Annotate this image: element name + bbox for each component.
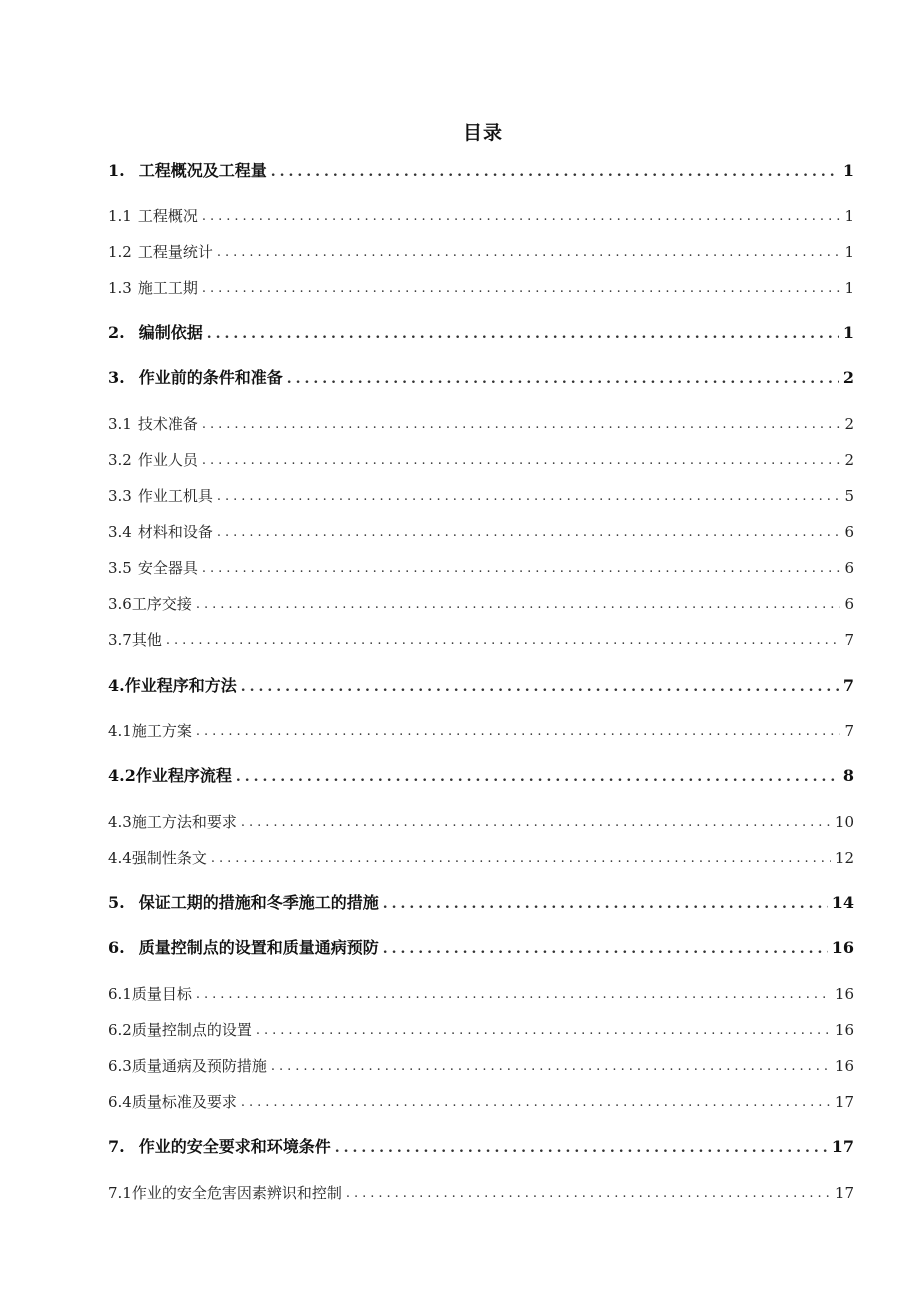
- toc-page-number: 10: [834, 813, 854, 831]
- toc-entry-text: 安全器具: [137, 559, 198, 577]
- toc-entry-7[interactable]: [108, 1133, 854, 1157]
- toc-entry-1[interactable]: [108, 157, 854, 181]
- toc-dot-leader: [383, 940, 828, 958]
- toc-entry-number: 1.3: [108, 279, 132, 297]
- toc-entry-text: 施工方案: [131, 722, 192, 740]
- toc-entry-number: 2.: [108, 323, 125, 342]
- toc-page-number: 6: [844, 595, 854, 613]
- toc-dot-leader: [287, 370, 839, 388]
- toc-entry-3-2[interactable]: [108, 446, 854, 470]
- toc-entry-text: 其他: [131, 631, 162, 649]
- toc-entry-text: 材料和设备: [137, 523, 213, 541]
- toc-entry-number: 1.: [108, 161, 125, 180]
- toc-entry-number: 6.3: [108, 1057, 132, 1075]
- toc-entry-text: 质量标准及要求: [131, 1093, 237, 1111]
- toc-entry-4-2[interactable]: [108, 762, 854, 786]
- toc-entry-text: 作业程序和方法: [124, 676, 237, 695]
- toc-entry-number: 1.1: [108, 207, 132, 225]
- toc-entry-3-4[interactable]: [108, 518, 854, 542]
- toc-entry-6-4[interactable]: [108, 1088, 854, 1112]
- toc-dot-leader: [202, 280, 841, 298]
- toc-entry-number: 4.4: [108, 849, 132, 867]
- toc-entry-1-1[interactable]: [108, 202, 854, 226]
- toc-entry-number: 6.2: [108, 1021, 132, 1039]
- toc-dot-leader: [196, 723, 841, 741]
- toc-entry-number: 4.3: [108, 813, 132, 831]
- toc-entry-number: 4.1: [108, 722, 132, 740]
- toc-dot-leader: [346, 1185, 831, 1203]
- toc-page-number: 1: [844, 207, 854, 225]
- toc-entry-text: 质量控制点的设置和质量通病预防: [138, 938, 379, 957]
- toc-entry-number: 3.5: [108, 559, 132, 577]
- toc-entry-text: 作业的安全要求和环境条件: [138, 1137, 331, 1156]
- toc-dot-leader: [383, 895, 828, 913]
- toc-entry-3[interactable]: [108, 364, 854, 388]
- toc-dot-leader: [211, 850, 831, 868]
- toc-entry-text: 施工工期: [137, 279, 198, 297]
- toc-entry-4[interactable]: [108, 672, 854, 696]
- toc-entry-text: 技术准备: [137, 415, 198, 433]
- toc-entry-3-7[interactable]: [108, 626, 854, 650]
- toc-dot-leader: [241, 1094, 831, 1112]
- toc-dot-leader: [236, 768, 839, 786]
- toc-page-number: 2: [842, 368, 854, 387]
- toc-entry-text: 工程概况: [137, 207, 198, 225]
- toc-dot-leader: [271, 163, 839, 181]
- toc-entry-text: 作业程序流程: [135, 766, 232, 785]
- toc-page-number: 1: [844, 279, 854, 297]
- toc-entry-7-1[interactable]: [108, 1179, 854, 1203]
- toc-dot-leader: [335, 1139, 828, 1157]
- toc-entry-5[interactable]: [108, 889, 854, 913]
- toc-entry-text: 编制依据: [138, 323, 203, 342]
- toc-page-number: 16: [834, 985, 854, 1003]
- toc-entry-number: 3.4: [108, 523, 132, 541]
- toc-entry-text: 工程量统计: [137, 243, 213, 261]
- toc-dot-leader: [202, 208, 841, 226]
- toc-page-number: 1: [842, 161, 854, 180]
- toc-entry-text: 作业前的条件和准备: [138, 368, 283, 387]
- toc-dot-leader: [271, 1058, 831, 1076]
- toc-entry-number: 6.4: [108, 1093, 132, 1111]
- toc-entry-text: 作业人员: [137, 451, 198, 469]
- toc-entry-number: 4.: [108, 676, 125, 695]
- toc-page-number: 8: [842, 766, 854, 785]
- toc-entry-number: 3.2: [108, 451, 132, 469]
- toc-page-number: 1: [844, 243, 854, 261]
- toc-page-number: 6: [844, 523, 854, 541]
- toc-entry-text: 作业工机具: [137, 487, 213, 505]
- toc-entry-number: 7.1: [108, 1184, 132, 1202]
- toc-entry-text: 质量通病及预防措施: [131, 1057, 267, 1075]
- toc-page-number: 17: [834, 1184, 854, 1202]
- toc-entry-number: 6.: [108, 938, 125, 957]
- toc-entry-3-3[interactable]: [108, 482, 854, 506]
- toc-entry-3-1[interactable]: [108, 410, 854, 434]
- toc-entry-1-2[interactable]: [108, 238, 854, 262]
- toc-entry-text: 保证工期的措施和冬季施工的措施: [138, 893, 379, 912]
- toc-page-number: 16: [834, 1021, 854, 1039]
- toc-page-number: 2: [844, 415, 854, 433]
- toc-dot-leader: [202, 560, 841, 578]
- toc-entry-text: 工序交接: [131, 595, 192, 613]
- toc-title: 目录: [462, 122, 503, 144]
- toc-page-number: 7: [844, 722, 854, 740]
- toc-dot-leader: [241, 678, 839, 696]
- toc-dot-leader: [217, 244, 841, 262]
- toc-page-number: 12: [834, 849, 854, 867]
- toc-page-number: 2: [844, 451, 854, 469]
- toc-entry-1-3[interactable]: [108, 274, 854, 298]
- toc-page-number: 17: [834, 1093, 854, 1111]
- toc-page-number: 17: [831, 1137, 854, 1156]
- toc-entry-number: 1.2: [108, 243, 132, 261]
- toc-entry-3-6[interactable]: [108, 590, 854, 614]
- toc-entry-number: 3.1: [108, 415, 132, 433]
- toc-entry-number: 3.3: [108, 487, 132, 505]
- toc-entry-2[interactable]: [108, 319, 854, 343]
- toc-page-number: 16: [834, 1057, 854, 1075]
- toc-entry-text: 施工方法和要求: [131, 813, 237, 831]
- toc-entry-number: 3.6: [108, 595, 132, 613]
- toc-page-number: 6: [844, 559, 854, 577]
- toc-page-number: 1: [842, 323, 854, 342]
- toc-entry-4-1[interactable]: [108, 717, 854, 741]
- toc-entry-number: 4.2: [108, 766, 136, 785]
- toc-page-number: 16: [831, 938, 854, 957]
- toc-page-number: 7: [842, 676, 854, 695]
- toc-entry-text: 工程概况及工程量: [138, 161, 267, 180]
- toc-entry-number: 3.: [108, 368, 125, 387]
- toc-entry-text: 作业的安全危害因素辨识和控制: [131, 1184, 342, 1202]
- toc-entry-4-3[interactable]: [108, 808, 854, 832]
- toc-dot-leader: [256, 1022, 831, 1040]
- toc-page-number: 7: [844, 631, 854, 649]
- toc-dot-leader: [196, 986, 831, 1004]
- toc-dot-leader: [202, 452, 841, 470]
- toc-entry-number: 5.: [108, 893, 125, 912]
- toc-dot-leader: [166, 632, 841, 650]
- toc-entry-4-4[interactable]: [108, 844, 854, 868]
- toc-entry-3-5[interactable]: [108, 554, 854, 578]
- toc-entry-6-1[interactable]: [108, 980, 854, 1004]
- toc-entry-text: 质量目标: [131, 985, 192, 1003]
- toc-entry-6[interactable]: [108, 934, 854, 958]
- toc-dot-leader: [202, 416, 841, 434]
- toc-entry-number: 6.1: [108, 985, 132, 1003]
- toc-entry-number: 3.7: [108, 631, 132, 649]
- toc-page-number: 5: [844, 487, 854, 505]
- toc-entry-6-2[interactable]: [108, 1016, 854, 1040]
- toc-dot-leader: [217, 488, 841, 506]
- toc-entry-6-3[interactable]: [108, 1052, 854, 1076]
- toc-entry-text: 强制性条文: [131, 849, 207, 867]
- toc-entry-text: 质量控制点的设置: [131, 1021, 252, 1039]
- toc-dot-leader: [207, 325, 839, 343]
- toc-dot-leader: [196, 596, 841, 614]
- toc-dot-leader: [217, 524, 841, 542]
- toc-entry-number: 7.: [108, 1137, 125, 1156]
- toc-page-number: 14: [831, 893, 854, 912]
- toc-dot-leader: [241, 814, 831, 832]
